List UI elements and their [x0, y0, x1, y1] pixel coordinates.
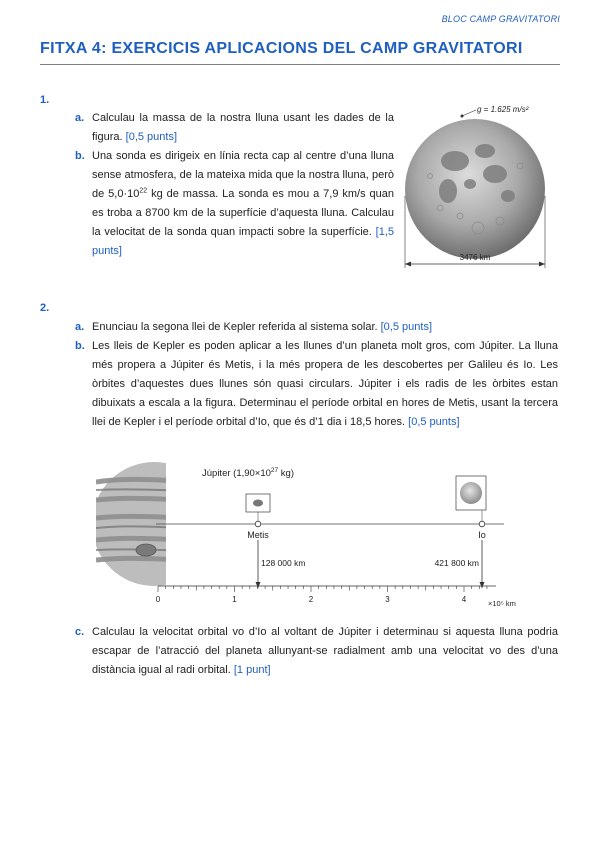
- jupiter-orbits-diagram: [96, 462, 526, 612]
- axis-tick-label: 0: [155, 595, 161, 604]
- question-2c-letter: c.: [75, 626, 85, 638]
- diameter-arrow-right: [539, 262, 545, 267]
- page-title: FITXA 4: EXERCICIS APLICACIONS DEL CAMP GRAVITATORI: [40, 40, 560, 65]
- io-radius-arrow: [480, 582, 485, 588]
- question-2b-points: [0,5 punts]: [408, 416, 460, 428]
- distance-axis: [156, 586, 496, 604]
- metis-radius-label: 128 000 km: [261, 558, 306, 568]
- axis-tick-label: 3: [385, 595, 390, 604]
- axis-tick-label: 2: [308, 595, 314, 604]
- question-2c-text: Calculau la velocitat orbital vo d’Io al voltant de Júpiter i determinau si aquesta lluna podria escapar de l’atracció del planeta allunyant-se radialment amb una velocitat vo des d’una distància igual al radi orbital.: [92, 626, 558, 676]
- io-icon: [460, 482, 482, 504]
- jupiter-label: Júpiter ($1,90\times 10^{27}$ kg): [202, 467, 294, 479]
- gravity-leader-line: [462, 110, 476, 116]
- diameter-arrow-left: [405, 262, 411, 267]
- io-marker: [479, 521, 485, 527]
- question-1-number: 1.: [40, 94, 50, 106]
- question-1b: [75, 147, 394, 261]
- question-2b-text: Les lleis de Kepler es poden aplicar a les llunes d’un planeta molt gros, com Júpiter. La lluna més propera a Júpiter és Metis, i la més propera de les descobertes per Galileu és Io. Les òrbites d’aquestes dues llunes són quasi circulars. Júpiter i els radis de les òrbites estan dibuixats a escala a la figura. Determinau el període orbital en hores de Metis, usant la tercera llei de Kepler i el període orbital d’Io, que és d’1 dia i 18,5 hores.: [92, 340, 558, 428]
- axis-tick-label: 4: [461, 595, 467, 604]
- axis-tick-label: 1: [232, 595, 237, 604]
- question-2b-letter: b.: [75, 340, 85, 352]
- question-2a-text: Enunciau la segona llei de Kepler referida al sistema solar.: [92, 321, 378, 333]
- question-2-number: 2.: [40, 302, 50, 314]
- question-2a-letter: a.: [75, 321, 85, 333]
- question-1b-text-post: kg de massa. La sonda es mou a 7,9 km/s quan es troba a 8700 km de la superfície d’aquesta lluna. Calculau la velocitat de la sonda quan impacti sobre la superfície.: [92, 188, 394, 238]
- io-label: Io: [478, 530, 486, 540]
- question-1b-points: [1,5 punts]: [92, 226, 394, 257]
- question-1b-letter: b.: [75, 150, 85, 162]
- moon-figure: [400, 96, 560, 271]
- metis-icon: [253, 500, 263, 507]
- moon-diameter-label: 3476 km: [459, 253, 491, 262]
- question-1b-exponent: 22: [139, 187, 148, 195]
- io-radius-label: 421 800 km: [434, 558, 479, 568]
- metis-label: Metis: [247, 530, 269, 540]
- gravity-point-marker: [461, 115, 464, 118]
- question-1a: [75, 109, 394, 147]
- question-1a-text: Calculau la massa de la nostra lluna usant les dades de la figura.: [92, 112, 394, 143]
- question-2a-points: [0,5 punts]: [380, 321, 432, 333]
- question-1a-points: [0,5 punts]: [125, 131, 178, 143]
- metis-radius-arrow: [256, 582, 261, 588]
- question-2a: [75, 318, 562, 337]
- metis-marker: [255, 521, 261, 527]
- question-2b: [75, 337, 558, 432]
- moon-gravity-label: g = 1.625 m/s²: [477, 105, 529, 114]
- question-2c: [75, 623, 558, 680]
- header-tag: BLOC CAMP GRAVITATORI: [441, 14, 560, 24]
- axis-unit-label: ×10⁵ km: [488, 599, 516, 608]
- question-2c-points: [1 punt]: [233, 664, 271, 676]
- moon-icon: [405, 119, 545, 259]
- question-1b-text-pre: Una sonda es dirigeix en línia recta cap al centre d’una lluna sense atmosfera, de la mateixa mida que la nostra lluna, però de 5,0·10: [92, 150, 394, 200]
- question-1a-letter: a.: [75, 112, 85, 124]
